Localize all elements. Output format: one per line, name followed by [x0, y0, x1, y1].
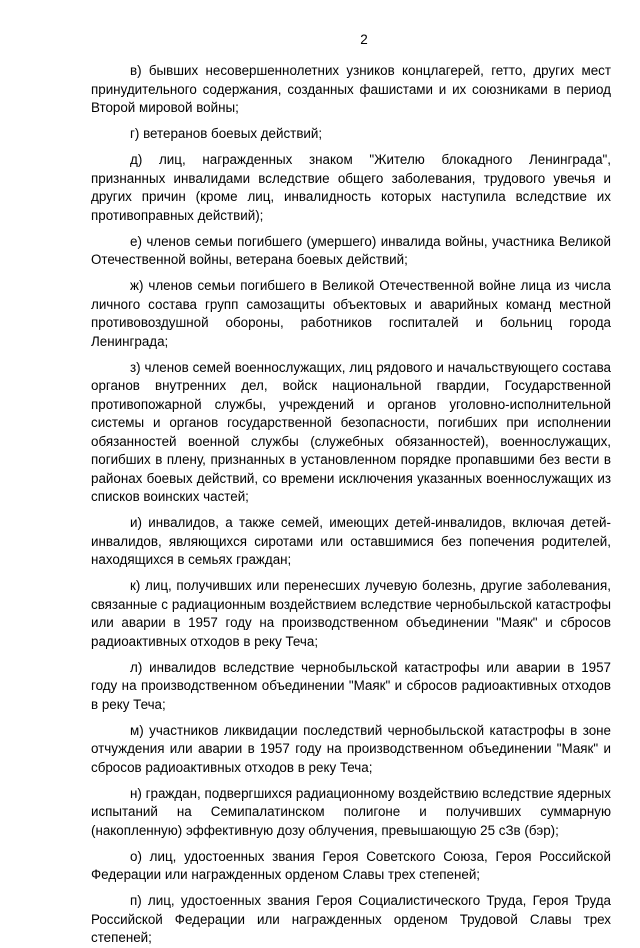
paragraph-zh: ж) членов семьи погибшего в Великой Отечественной войне лица из числа личного состава групп самозащиты объектовых и аварийных команд местной противовоздушной обороны, работников госпиталей и больниц города Ленинграда; [91, 278, 611, 349]
paragraph-i: и) инвалидов, а также семей, имеющих детей-инвалидов, включая детей-инвалидов, являющихся сиротами или оставшимися без попечения родителей, находящихся в семьях граждан; [91, 515, 611, 567]
paragraph-z: з) членов семей военнослужащих, лиц рядового и начальствующего состава органов внутренних дел, войск национальной гвардии, Государственной противопожарной службы, учреждений и органов уголовно-исполнительной системы и органов государственной безопасности, погибших при исполнении обязанностей военной службы (служебных обязанностей), военнослужащих, погибших в плену, признанных в установленном порядке пропавшими без вести в районах боевых действий, со времени исключения указанных военнослужащих из списков воинских частей; [91, 359, 611, 504]
paragraph-l: л) инвалидов вследствие чернобыльской катастрофы или аварии в 1957 году на производственном объединении "Маяк" и сбросов радиоактивных отходов в реку Теча; [91, 659, 611, 712]
paragraph-v: в) бывших несовершеннолетних узников концлагерей, гетто, других мест принудительного содержания, созданных фашистами и их союзниками в период Второй мировой войны; [91, 63, 611, 115]
paragraph-o: о) лиц, удостоенных звания Героя Советского Союза, Героя Российской Федерации или награжденных орденом Славы трех степеней; [91, 848, 611, 882]
paragraph-n: н) граждан, подвергшихся радиационному воздействию вследствие ядерных испытаний на Семипалатинском полигоне и получивших суммарную (накопленную) эффективную дозу облучения, превышающую 25 сЗв (бэр); [91, 785, 611, 838]
page-number: 2 [360, 32, 368, 47]
paragraph-g: г) ветеранов боевых действий; [130, 126, 323, 141]
paragraph-d: д) лиц, награжденных знаком "Жителю блокадного Ленинграда", признанных инвалидами вследствие общего заболевания, трудового увечья и других причин (кроме лиц, инвалидность которых наступила вследствие их противоправных действий); [91, 152, 611, 223]
paragraph-k: к) лиц, получивших или перенесших лучевую болезнь, другие заболевания, связанные с радиационным воздействием вследствие чернобыльской катастрофы или аварии в 1957 году на производственном объединении "Маяк" и сбросов радиоактивных отходов в реку Теча; [91, 578, 611, 649]
paragraph-p: п) лиц, удостоенных звания Героя Социалистического Труда, Героя Труда Российской Федерации или награжденных орденом Трудовой Славы трех степеней; [91, 893, 611, 945]
paragraph-e: е) членов семьи погибшего (умершего) инвалида войны, участника Великой Отечественной войны, ветерана боевых действий; [91, 233, 611, 267]
paragraph-m: м) участников ликвидации последствий чернобыльской катастрофы в зоне отчуждения или аварии в 1957 году на производственном объединении "Маяк" и сбросов радиоактивных отходов в реку Теча; [91, 722, 611, 775]
